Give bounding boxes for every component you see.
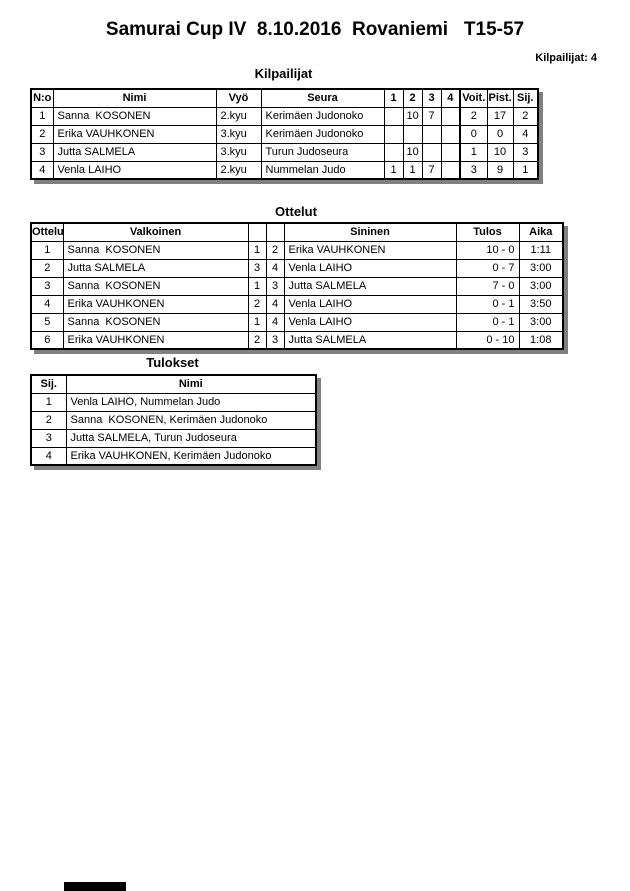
cell-white-number: 2 <box>248 295 266 313</box>
cell-match-1 <box>384 143 403 161</box>
cell-seura: Nummelan Judo <box>261 161 384 179</box>
col-header-no: N:o <box>31 89 53 107</box>
competitor-count-label: Kilpailijat: 4 <box>535 52 597 64</box>
cell-match-2: 10 <box>403 143 422 161</box>
cell-blue-number: 2 <box>266 241 284 259</box>
col-header-voit: Voit. <box>460 89 487 107</box>
cell-nimi: Sanna KOSONEN, Kerimäen Judonoko <box>66 411 316 429</box>
cell-seura: Turun Judoseura <box>261 143 384 161</box>
cell-aika: 3:50 <box>519 295 563 313</box>
cell-match-4 <box>441 161 460 179</box>
kilpailijat-row <box>31 143 538 161</box>
col-header-ottelu: Ottelu <box>31 223 63 241</box>
col-header-match-3: 3 <box>422 89 441 107</box>
cell-sij: 1 <box>31 393 66 411</box>
cell-vyo: 3.kyu <box>216 143 261 161</box>
cell-match-4 <box>441 143 460 161</box>
kilpailijat-row <box>31 107 538 125</box>
cell-match-1: 1 <box>384 161 403 179</box>
cell-seura: Kerimäen Judonoko <box>261 107 384 125</box>
tulokset-row <box>31 411 316 429</box>
cell-valkoinen: Sanna KOSONEN <box>63 241 248 259</box>
col-header-tulos: Tulos <box>456 223 519 241</box>
cell-sininen: Jutta SALMELA <box>284 277 456 295</box>
cell-pist: 10 <box>487 143 513 161</box>
col-header-match-1: 1 <box>384 89 403 107</box>
col-header-sij: Sij. <box>31 375 66 393</box>
cell-sij: 1 <box>513 161 538 179</box>
col-header-blue-number <box>266 223 284 241</box>
cell-match-1 <box>384 125 403 143</box>
cell-valkoinen: Erika VAUHKONEN <box>63 331 248 349</box>
tulokset-row <box>31 447 316 465</box>
cell-nimi: Venla LAIHO <box>53 161 216 179</box>
cell-match-no: 6 <box>31 331 63 349</box>
cell-tulos: 0 - 10 <box>456 331 519 349</box>
cell-voit: 2 <box>460 107 487 125</box>
cell-match-1 <box>384 107 403 125</box>
cell-nimi: Jutta SALMELA, Turun Judoseura <box>66 429 316 447</box>
cell-seura: Kerimäen Judonoko <box>261 125 384 143</box>
cell-aika: 1:08 <box>519 331 563 349</box>
cell-pist: 17 <box>487 107 513 125</box>
kilpailijat-row <box>31 125 538 143</box>
cell-no: 3 <box>31 143 53 161</box>
ottelut-row <box>31 277 563 295</box>
cell-vyo: 2.kyu <box>216 161 261 179</box>
cell-tulos: 0 - 7 <box>456 259 519 277</box>
cell-match-no: 5 <box>31 313 63 331</box>
cell-white-number: 3 <box>248 259 266 277</box>
col-header-pist: Pist. <box>487 89 513 107</box>
ottelut-header-row <box>31 223 563 241</box>
cell-blue-number: 3 <box>266 277 284 295</box>
section-title-ottelut: Ottelut <box>275 204 317 219</box>
cell-sij: 4 <box>513 125 538 143</box>
cell-voit: 3 <box>460 161 487 179</box>
cell-sij: 3 <box>31 429 66 447</box>
cell-nimi: Venla LAIHO, Nummelan Judo <box>66 393 316 411</box>
cell-sininen: Erika VAUHKONEN <box>284 241 456 259</box>
cell-sininen: Jutta SALMELA <box>284 331 456 349</box>
cell-match-3 <box>422 143 441 161</box>
ottelut-row <box>31 295 563 313</box>
cell-valkoinen: Jutta SALMELA <box>63 259 248 277</box>
col-header-sij: Sij. <box>513 89 538 107</box>
col-header-sininen: Sininen <box>284 223 456 241</box>
cell-match-3: 7 <box>422 107 441 125</box>
page-title: Samurai Cup IV 8.10.2016 Rovaniemi T15-57 <box>105 19 525 40</box>
cell-valkoinen: Sanna KOSONEN <box>63 277 248 295</box>
cell-tulos: 7 - 0 <box>456 277 519 295</box>
cell-sininen: Venla LAIHO <box>284 313 456 331</box>
ottelut-row <box>31 331 563 349</box>
cell-white-number: 1 <box>248 313 266 331</box>
cell-blue-number: 4 <box>266 259 284 277</box>
col-header-valkoinen: Valkoinen <box>63 223 248 241</box>
cell-sininen: Venla LAIHO <box>284 295 456 313</box>
col-header-nimi: Nimi <box>53 89 216 107</box>
kilpailijat-header-row <box>31 89 538 107</box>
cell-aika: 1:11 <box>519 241 563 259</box>
cell-nimi: Erika VAUHKONEN <box>53 125 216 143</box>
cell-tulos: 10 - 0 <box>456 241 519 259</box>
cell-no: 2 <box>31 125 53 143</box>
cell-aika: 3:00 <box>519 259 563 277</box>
cell-no: 4 <box>31 161 53 179</box>
cell-valkoinen: Erika VAUHKONEN <box>63 295 248 313</box>
page-footer-mark <box>64 882 126 891</box>
cell-blue-number: 4 <box>266 313 284 331</box>
cell-pist: 9 <box>487 161 513 179</box>
cell-nimi: Sanna KOSONEN <box>53 107 216 125</box>
col-header-nimi: Nimi <box>66 375 316 393</box>
cell-voit: 1 <box>460 143 487 161</box>
col-header-aika: Aika <box>519 223 563 241</box>
cell-voit: 0 <box>460 125 487 143</box>
cell-sij: 3 <box>513 143 538 161</box>
cell-blue-number: 4 <box>266 295 284 313</box>
cell-match-4 <box>441 125 460 143</box>
ottelut-row <box>31 241 563 259</box>
tulokset-row <box>31 429 316 447</box>
cell-nimi: Jutta SALMELA <box>53 143 216 161</box>
cell-no: 1 <box>31 107 53 125</box>
cell-white-number: 2 <box>248 331 266 349</box>
cell-match-3 <box>422 125 441 143</box>
cell-aika: 3:00 <box>519 313 563 331</box>
cell-match-no: 3 <box>31 277 63 295</box>
cell-sij: 4 <box>31 447 66 465</box>
ottelut-row <box>31 259 563 277</box>
tulokset-row <box>31 393 316 411</box>
cell-sininen: Venla LAIHO <box>284 259 456 277</box>
col-header-match-2: 2 <box>403 89 422 107</box>
cell-blue-number: 3 <box>266 331 284 349</box>
col-header-match-4: 4 <box>441 89 460 107</box>
cell-aika: 3:00 <box>519 277 563 295</box>
cell-match-no: 4 <box>31 295 63 313</box>
cell-white-number: 1 <box>248 241 266 259</box>
tulokset-header-row <box>31 375 316 393</box>
ottelut-table <box>30 222 564 350</box>
cell-match-no: 1 <box>31 241 63 259</box>
cell-sij: 2 <box>31 411 66 429</box>
cell-pist: 0 <box>487 125 513 143</box>
cell-sij: 2 <box>513 107 538 125</box>
col-header-vyo: Vyö <box>216 89 261 107</box>
cell-white-number: 1 <box>248 277 266 295</box>
kilpailijat-table <box>30 88 539 180</box>
col-header-white-number <box>248 223 266 241</box>
ottelut-row <box>31 313 563 331</box>
cell-match-3: 7 <box>422 161 441 179</box>
section-title-tulokset: Tulokset <box>146 355 199 370</box>
cell-match-2 <box>403 125 422 143</box>
cell-vyo: 2.kyu <box>216 107 261 125</box>
section-title-kilpailijat: Kilpailijat <box>254 66 313 81</box>
cell-tulos: 0 - 1 <box>456 295 519 313</box>
cell-valkoinen: Sanna KOSONEN <box>63 313 248 331</box>
cell-tulos: 0 - 1 <box>456 313 519 331</box>
cell-vyo: 3.kyu <box>216 125 261 143</box>
cell-match-2: 1 <box>403 161 422 179</box>
kilpailijat-row <box>31 161 538 179</box>
cell-match-2: 10 <box>403 107 422 125</box>
cell-nimi: Erika VAUHKONEN, Kerimäen Judonoko <box>66 447 316 465</box>
tulokset-table <box>30 374 317 466</box>
col-header-seura: Seura <box>261 89 384 107</box>
cell-match-4 <box>441 107 460 125</box>
cell-match-no: 2 <box>31 259 63 277</box>
